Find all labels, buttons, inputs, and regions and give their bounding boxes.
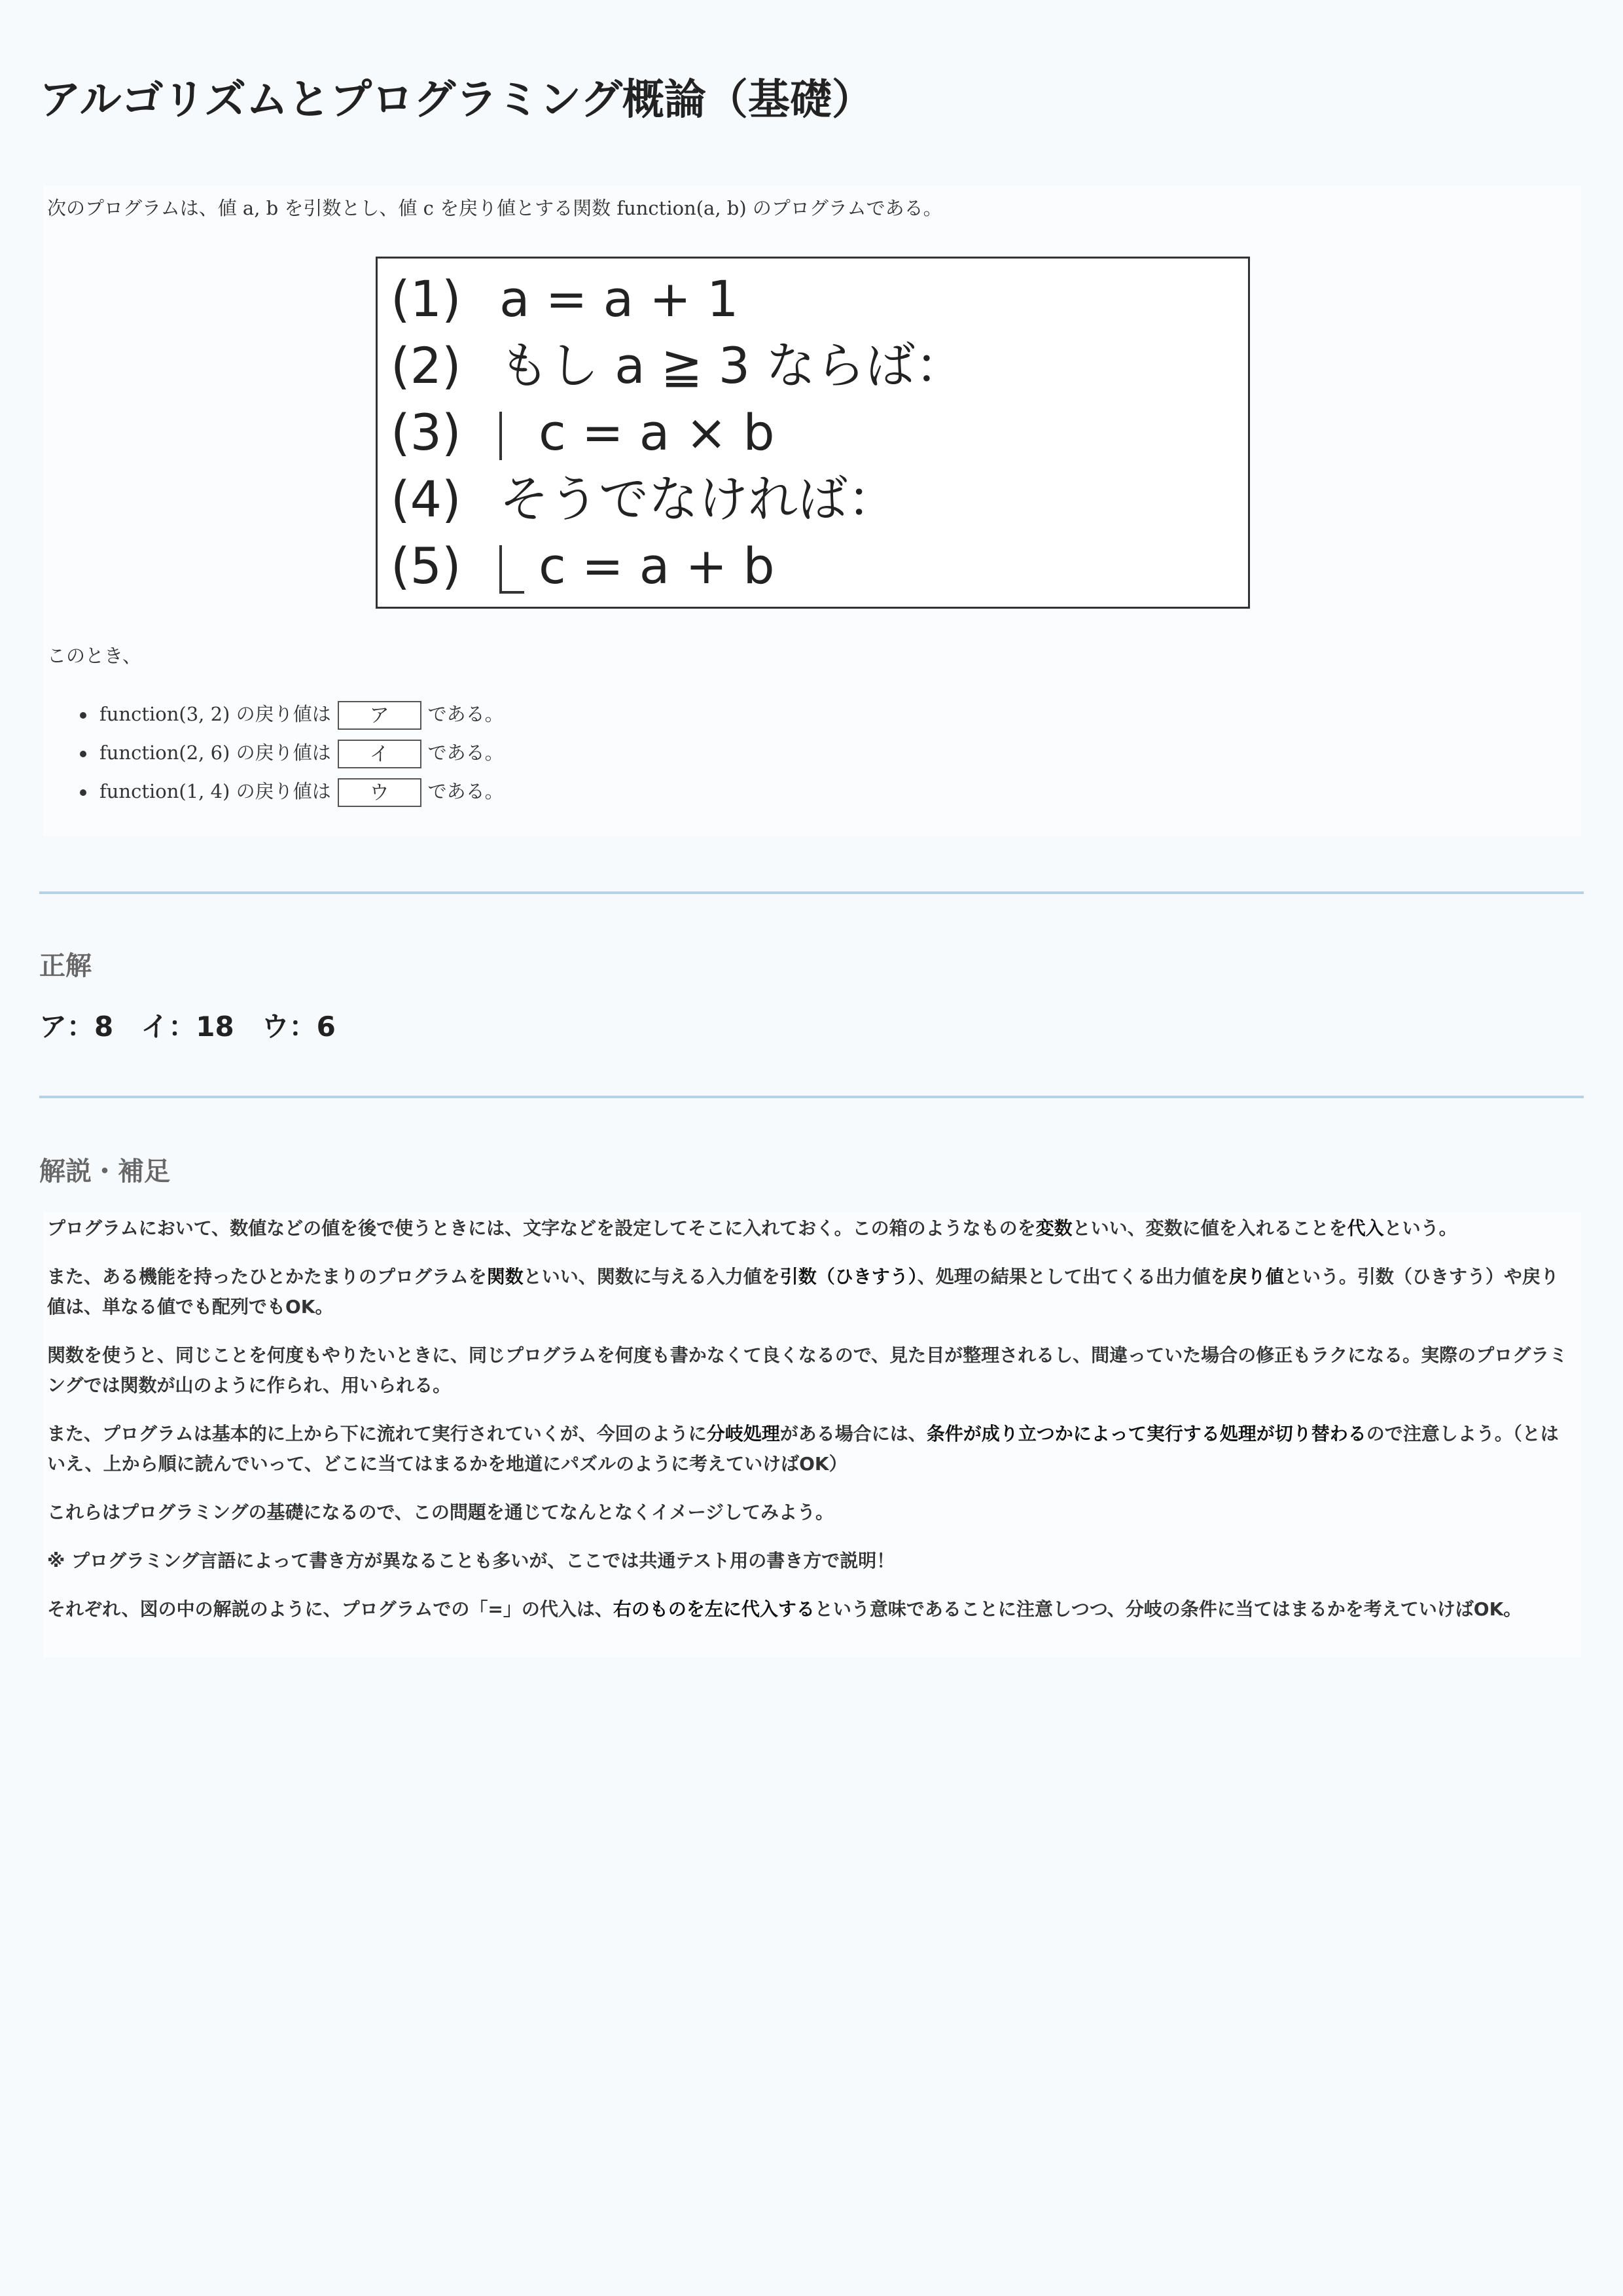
term-condition: 条件が成り立つかによって実行する処理が切り替わる xyxy=(926,1423,1366,1444)
answer-blank-u: ウ xyxy=(338,778,421,807)
divider xyxy=(39,1096,1584,1098)
code-line-text: c = a + b xyxy=(539,537,775,595)
explanation-paragraph xyxy=(47,1594,1572,1624)
text: という意味であることに注意しつつ、分岐の条件に当てはまるかを考えていけばOK。 xyxy=(814,1598,1522,1620)
text: といい、変数に値を入れることを xyxy=(1072,1217,1347,1239)
code-line-text: もし a ≧ 3 ならば： xyxy=(499,336,965,395)
explanation-section xyxy=(43,1212,1581,1657)
code-line-text: c = a × b xyxy=(539,403,775,461)
answer-blank-a: ア xyxy=(338,701,421,730)
explanation-paragraph: ※ プログラミング言語によって書き方が異なることも多いが、ここでは共通テスト用の書き方で説明！ xyxy=(47,1550,895,1571)
question-then: このとき、 xyxy=(47,645,141,667)
text: ので注意しよう。（とはいえ、上から順に読んでいって、どこに当てはまるかを地道にパズルのように考えていけばOK） xyxy=(47,1423,1559,1475)
list-item xyxy=(80,698,504,736)
item-text: function(2, 6) の戻り値は xyxy=(99,742,331,764)
item-text: function(3, 2) の戻り値は xyxy=(99,703,331,725)
text: といい、関数に与える入力値を xyxy=(523,1266,780,1287)
term-right-to-left: 右のものを左に代入する xyxy=(613,1598,815,1620)
item-suffix: である。 xyxy=(427,742,504,764)
branch-bar-end xyxy=(499,545,502,594)
text: それぞれ、図の中の解説のように、プログラムでの「=」の代入は、 xyxy=(47,1598,613,1620)
term-variable: 変数 xyxy=(1035,1217,1073,1239)
code-line-3 xyxy=(391,400,775,465)
question-intro: 次のプログラムは、値 a, b を引数とし、値 c を戻り値とする関数 function(a, b) のプログラムである。 xyxy=(47,197,942,219)
code-line-4 xyxy=(391,467,897,532)
term-branch: 分岐処理 xyxy=(706,1423,780,1444)
page-title: アルゴリズムとプログラミング概論（基礎） xyxy=(39,76,874,124)
text: また、ある機能を持ったひとかたまりのプログラムを xyxy=(47,1266,487,1287)
code-line-number: (5) xyxy=(391,537,461,595)
branch-bar xyxy=(499,412,502,460)
explanation-paragraph xyxy=(47,1419,1572,1479)
term-function: 関数 xyxy=(486,1266,524,1287)
code-line-number: (1) xyxy=(391,270,461,328)
question-list xyxy=(80,698,504,814)
text: また、プログラムは基本的に上から下に流れて実行されていくが、今回のように xyxy=(47,1423,707,1444)
code-line-5 xyxy=(391,533,775,599)
text: という。 xyxy=(1383,1217,1457,1239)
item-suffix: である。 xyxy=(427,780,504,802)
term-assignment: 代入 xyxy=(1347,1217,1384,1239)
text: プログラムにおいて、数値などの値を後で使うときには、文字などを設定してそこに入れておく。この箱のようなものを xyxy=(47,1217,1036,1239)
code-line-text: そうでなければ： xyxy=(499,470,897,528)
text: 、処理の結果として出てくる出力値を xyxy=(917,1266,1229,1287)
text: がある場合には、 xyxy=(779,1423,927,1444)
term-return-value: 戻り値 xyxy=(1228,1266,1284,1287)
item-text: function(1, 4) の戻り値は xyxy=(99,780,331,802)
answer-text: ア：8 イ：18 ウ：6 xyxy=(39,1011,336,1043)
code-line-2 xyxy=(391,333,965,399)
code-line-number: (4) xyxy=(391,470,461,528)
term-argument: 引数（ひきすう） xyxy=(779,1266,918,1287)
answer-heading: 正解 xyxy=(39,951,92,981)
explanation-paragraph xyxy=(47,1213,1572,1244)
explanation-paragraph: 関数を使うと、同じことを何度もやりたいときに、同じプログラムを何度も書かなくて良くなるので、見た目が整理されるし、間違っていた場合の修正もラクになる。実際のプログラミングでは関数が山のように作られ、用いられる。 xyxy=(47,1344,1568,1396)
item-suffix: である。 xyxy=(427,703,504,725)
question-section xyxy=(43,186,1581,836)
explanation-paragraph: これらはプログラミングの基礎になるので、この問題を通じてなんとなくイメージしてみよう。 xyxy=(47,1501,834,1523)
code-line-number: (2) xyxy=(391,336,461,395)
answer-blank-i: イ xyxy=(338,740,421,768)
program-figure xyxy=(376,257,1250,609)
explanation-paragraph xyxy=(47,1262,1572,1322)
code-line-number: (3) xyxy=(391,403,461,461)
list-item xyxy=(80,775,504,814)
divider xyxy=(39,891,1584,894)
code-line-1 xyxy=(391,266,739,332)
text: という。引数（ひきすう）や戻り値は、単なる値でも配列でもOK。 xyxy=(47,1266,1559,1318)
explanation-heading: 解説・補足 xyxy=(39,1157,170,1187)
list-item xyxy=(80,736,504,775)
code-line-text: a = a + 1 xyxy=(499,270,739,328)
